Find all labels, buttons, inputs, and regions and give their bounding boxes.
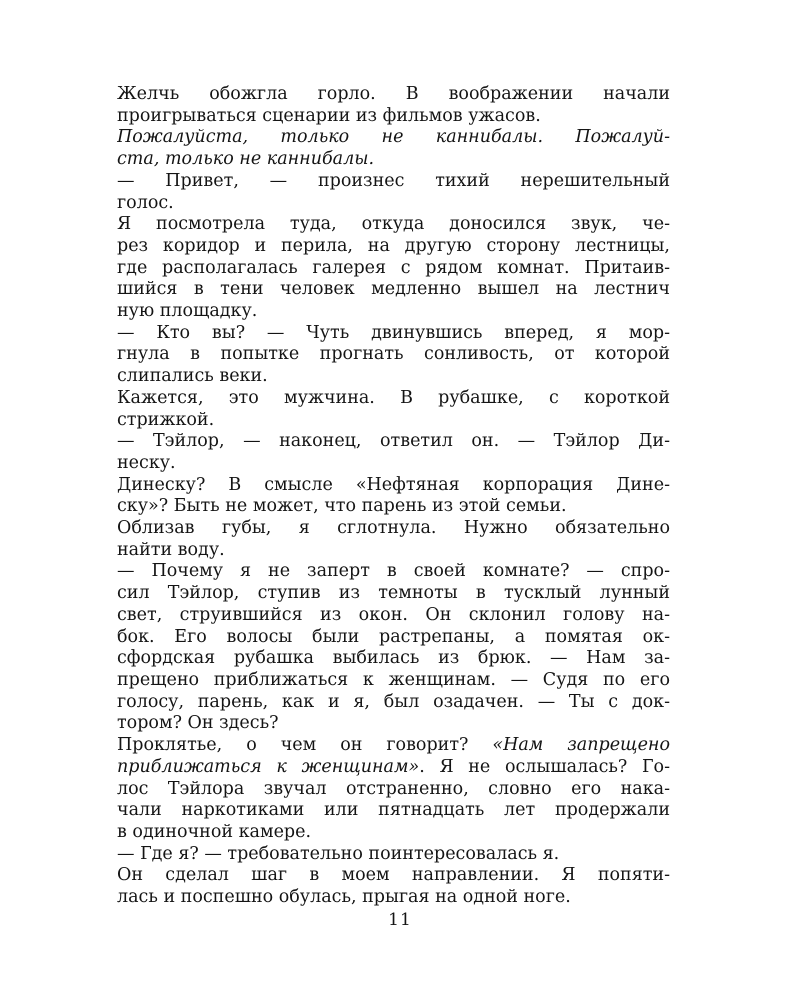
text-line-content: Желчь обожгла горло. В воображении начали <box>117 84 670 104</box>
text-line <box>117 410 670 432</box>
text-line-content: — Кто вы? — Чуть двинувшись вперед, я мор- <box>117 322 670 343</box>
text-line-tail: . Я не ослышалась? Го- <box>419 756 670 777</box>
text-line-content: где располагалась галерея с рядом комнат. Притаив- <box>117 257 670 278</box>
text-line-content: ску»? Быть не может, что парень из этой семьи. <box>117 496 567 517</box>
text-line <box>117 366 670 388</box>
text-line <box>117 301 670 323</box>
body-text <box>117 84 670 909</box>
text-line <box>117 561 670 583</box>
text-line-content: лась и поспешно обулась, прыгая на одной ноге. <box>117 887 571 908</box>
text-line-content: сфордская рубашка выбилась из брюк. — Нам за- <box>117 648 670 669</box>
text-line <box>117 800 670 822</box>
text-line <box>117 258 670 280</box>
text-line <box>117 171 670 193</box>
text-line <box>117 388 670 410</box>
text-line <box>117 844 670 866</box>
text-line <box>117 279 670 301</box>
text-line <box>117 757 670 779</box>
text-line-content: — Тэйлор, — наконец, ответил он. — Тэйлор Ди- <box>117 431 670 452</box>
text-line-content: Динеску? В смысле «Нефтяная корпорация Дине- <box>117 474 670 495</box>
text-line <box>117 779 670 801</box>
text-line <box>117 127 670 149</box>
text-line-content: шийся в тени человек медленно вышел на лестнич <box>117 279 670 300</box>
text-line <box>117 605 670 627</box>
text-line-content: Облизав губы, я сглотнула. Нужно обязательно <box>117 518 670 539</box>
text-line-content: бок. Его волосы были растрепаны, а помятая ок- <box>117 626 670 647</box>
text-line-content: рез коридор и перила, на другую сторону лестницы, <box>117 235 670 256</box>
page-number: 11 <box>388 910 412 930</box>
text-line <box>117 323 670 345</box>
text-line-content: — Привет, — произнес тихий нерешительный <box>117 170 670 191</box>
text-line-content: сил Тэйлор, ступив из темноты в тусклый лунный <box>117 583 670 604</box>
text-line <box>117 865 670 887</box>
text-line-content: проигрываться сценарии из фильмов ужасов. <box>117 105 541 126</box>
text-line-content: Кажется, это мужчина. В рубашке, с короткой <box>117 387 670 408</box>
text-line <box>117 540 670 562</box>
text-line <box>117 106 670 128</box>
text-line-content: в одиночной камере. <box>117 821 312 842</box>
text-line-content: ную площадку. <box>117 301 258 322</box>
text-line-content: приближаться к женщинам» <box>117 756 420 777</box>
text-line <box>117 453 670 475</box>
text-line-content: — Почему я не заперт в своей комнате? — спро- <box>117 561 670 582</box>
text-line-content: гнула в попытке прогнать сонливость, от которой <box>117 344 670 365</box>
text-line-content: лос Тэйлора звучал отстраненно, словно его нака- <box>117 778 670 799</box>
text-line <box>117 214 670 236</box>
text-line <box>117 692 670 714</box>
text-line-content: Пожалуйста, только не каннибалы. Пожалуй- <box>117 127 670 148</box>
text-line-content: стрижкой. <box>117 409 215 430</box>
text-line <box>117 887 670 909</box>
text-line <box>117 713 670 735</box>
text-line-content: ста, только не каннибалы. <box>117 149 375 170</box>
text-line-tail: «Нам запрещено <box>492 735 670 756</box>
text-line <box>117 627 670 649</box>
text-line <box>117 583 670 605</box>
text-line-content: свет, струившийся из окон. Он склонил голову на- <box>117 604 670 625</box>
text-line-content: слипались веки. <box>117 366 268 387</box>
text-line-content: Проклятье, о чем он говорит? <box>117 735 493 756</box>
text-line-content: Я посмотрела туда, откуда доносился звук, че- <box>117 214 670 235</box>
text-line-content: прещено приближаться к женщинам. — Судя по его <box>117 669 670 690</box>
text-line-content: — Где я? — требовательно поинтересовалась я. <box>117 843 560 864</box>
text-line <box>117 648 670 670</box>
text-line-content: найти воду. <box>117 539 225 560</box>
text-line <box>117 193 670 215</box>
text-line <box>117 735 670 757</box>
text-line <box>117 431 670 453</box>
text-line-content: тором? Он здесь? <box>117 713 279 734</box>
text-line <box>117 84 670 106</box>
text-line-content: чали наркотиками или пятнадцать лет продержали <box>117 800 670 821</box>
text-line <box>117 149 670 171</box>
text-line <box>117 496 670 518</box>
text-line <box>117 236 670 258</box>
text-line <box>117 518 670 540</box>
text-line <box>117 344 670 366</box>
text-line-content: голос. <box>117 192 174 213</box>
text-line <box>117 475 670 497</box>
text-line-content: Он сделал шаг в моем направлении. Я попяти- <box>117 865 670 886</box>
text-line-content: голосу, парень, как и я, был озадачен. — Ты с док- <box>117 691 670 712</box>
text-line <box>117 670 670 692</box>
text-line-content: неску. <box>117 452 176 473</box>
text-line <box>117 822 670 844</box>
